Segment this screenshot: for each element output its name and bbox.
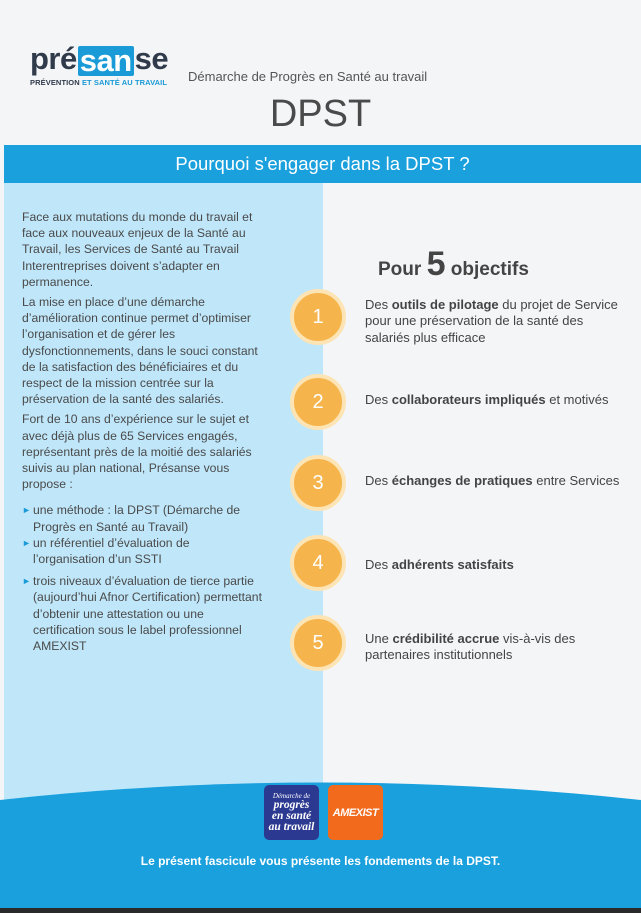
objective-number: 5 [312,631,324,654]
bottom-strip [0,908,641,913]
logo-tagline-part1: PRÉVENTION [30,78,80,87]
objective-text-post: du projet de Service pour une préservation de la santé des salariés plus efficace [365,297,618,345]
left-column-text [22,209,264,654]
objective-text-post: et motivés [545,392,609,407]
offer-list-item [22,502,264,534]
dpst-badge-line1: Démarche de [272,792,311,800]
section-banner [4,145,641,183]
objective-number-circle [290,374,346,430]
objective-item-3 [290,455,620,511]
offer-list-item-text: trois niveaux d’évaluation de tierce partie (aujourd’hui Afnor Certification) permettant d’obtenir une attestation ou une certification sous le label professionnel AMEXIST [33,574,262,654]
objectives-heading-pre: Pour [378,259,422,280]
objective-item-2 [290,374,620,430]
dpst-badge-line4: au travail [268,821,315,833]
logo-part-se: se [134,41,169,76]
objective-number-circle [290,535,346,591]
objective-number: 1 [312,305,324,328]
page-title: DPST [269,93,372,135]
footer-text: Le présent fascicule vous présente les fondements de la DPST. [140,854,501,868]
logo-tagline-part2: ET SANTÉ AU TRAVAIL [81,78,168,87]
objectives-heading-number: 5 [426,245,446,283]
intro-paragraph-3: Fort de 10 ans d’expérience sur le sujet et avec déjà plus de 65 Services engagés, représentant près de la moitié des salariés suivis au plan national, Présanse vous propose : [22,412,252,492]
objective-text-pre: Des [365,557,392,572]
arrow-bullet-icon: ► [22,537,31,548]
objective-text-bold: collaborateurs impliqués [391,392,546,407]
objective-number: 2 [312,390,324,413]
offer-list-item [22,535,264,567]
objective-number-circle [290,289,346,345]
objective-item-5 [290,615,620,671]
footer-wave [0,780,641,913]
objectives-heading [378,245,529,284]
offer-list-item-text: une méthode : la DPST (Démarche de Progrès en Santé au Travail) [33,503,241,534]
objective-text [365,557,625,573]
objective-text [365,473,625,489]
dpst-badge-line2: progrès [273,799,310,811]
objective-number: 3 [312,471,324,494]
objective-text [365,297,625,346]
objective-text-bold: adhérents satisfaits [391,557,514,572]
objective-number-circle [290,615,346,671]
objective-number: 4 [312,551,324,574]
objectives-heading-post: objectifs [450,259,529,280]
header-subtitle: Démarche de Progrès en Santé au travail [188,69,428,84]
objective-text [365,631,625,664]
objective-item-4 [290,535,620,591]
amexist-badge-text: AMEXIST [332,806,379,819]
dpst-badge-logo [264,785,319,840]
intro-paragraph-1: Face aux mutations du monde du travail et face aux nouveaux enjeux de la Santé au Travail, les Services de Santé au Travail Interentreprises doivent s’adapter en permanence. [22,210,253,289]
objective-item-1 [290,289,620,345]
objective-text-bold: échanges de pratiques [391,473,533,488]
objective-text-post: vis-à-vis des partenaires institutionnels [365,631,576,663]
objective-text-pre: Des [365,392,392,407]
offer-list [22,502,264,654]
footer-wave-shape [0,783,641,913]
dpst-badge-line3: en santé [271,810,312,822]
arrow-bullet-icon: ► [22,505,31,516]
offer-list-item-text: un référentiel d’évaluation de l’organisation d’un SSTI [33,535,190,567]
objective-text-pre: Des [365,473,392,488]
amexist-badge-logo [328,785,383,840]
arrow-bullet-icon: ► [22,576,31,587]
section-banner-text: Pourquoi s'engager dans la DPST ? [175,153,470,174]
logo-tagline [30,78,168,87]
intro-paragraph-2: La mise en place d’une démarche d’amélioration continue permet d’optimiser l’organisation et de gérer les dysfonctionnements, dans le souci constant de la satisfaction des bénéficiaires et du respect de la mission centrée sur la préservation de la santé des salariés. [22,295,258,407]
objective-text-pre: Des [365,297,392,312]
objective-text [365,392,625,408]
logo-part-san: san [79,43,132,78]
objective-text-post: entre Services [532,473,620,488]
offer-list-item [22,573,264,654]
objective-text-bold: crédibilité accrue [392,631,500,646]
logo-wordmark [30,42,168,76]
logo-part-pre: pré [30,41,77,76]
objective-number-circle [290,455,346,511]
objective-text-bold: outils de pilotage [391,297,499,312]
objective-text-pre: Une [365,631,393,646]
presanse-logo [30,42,168,87]
